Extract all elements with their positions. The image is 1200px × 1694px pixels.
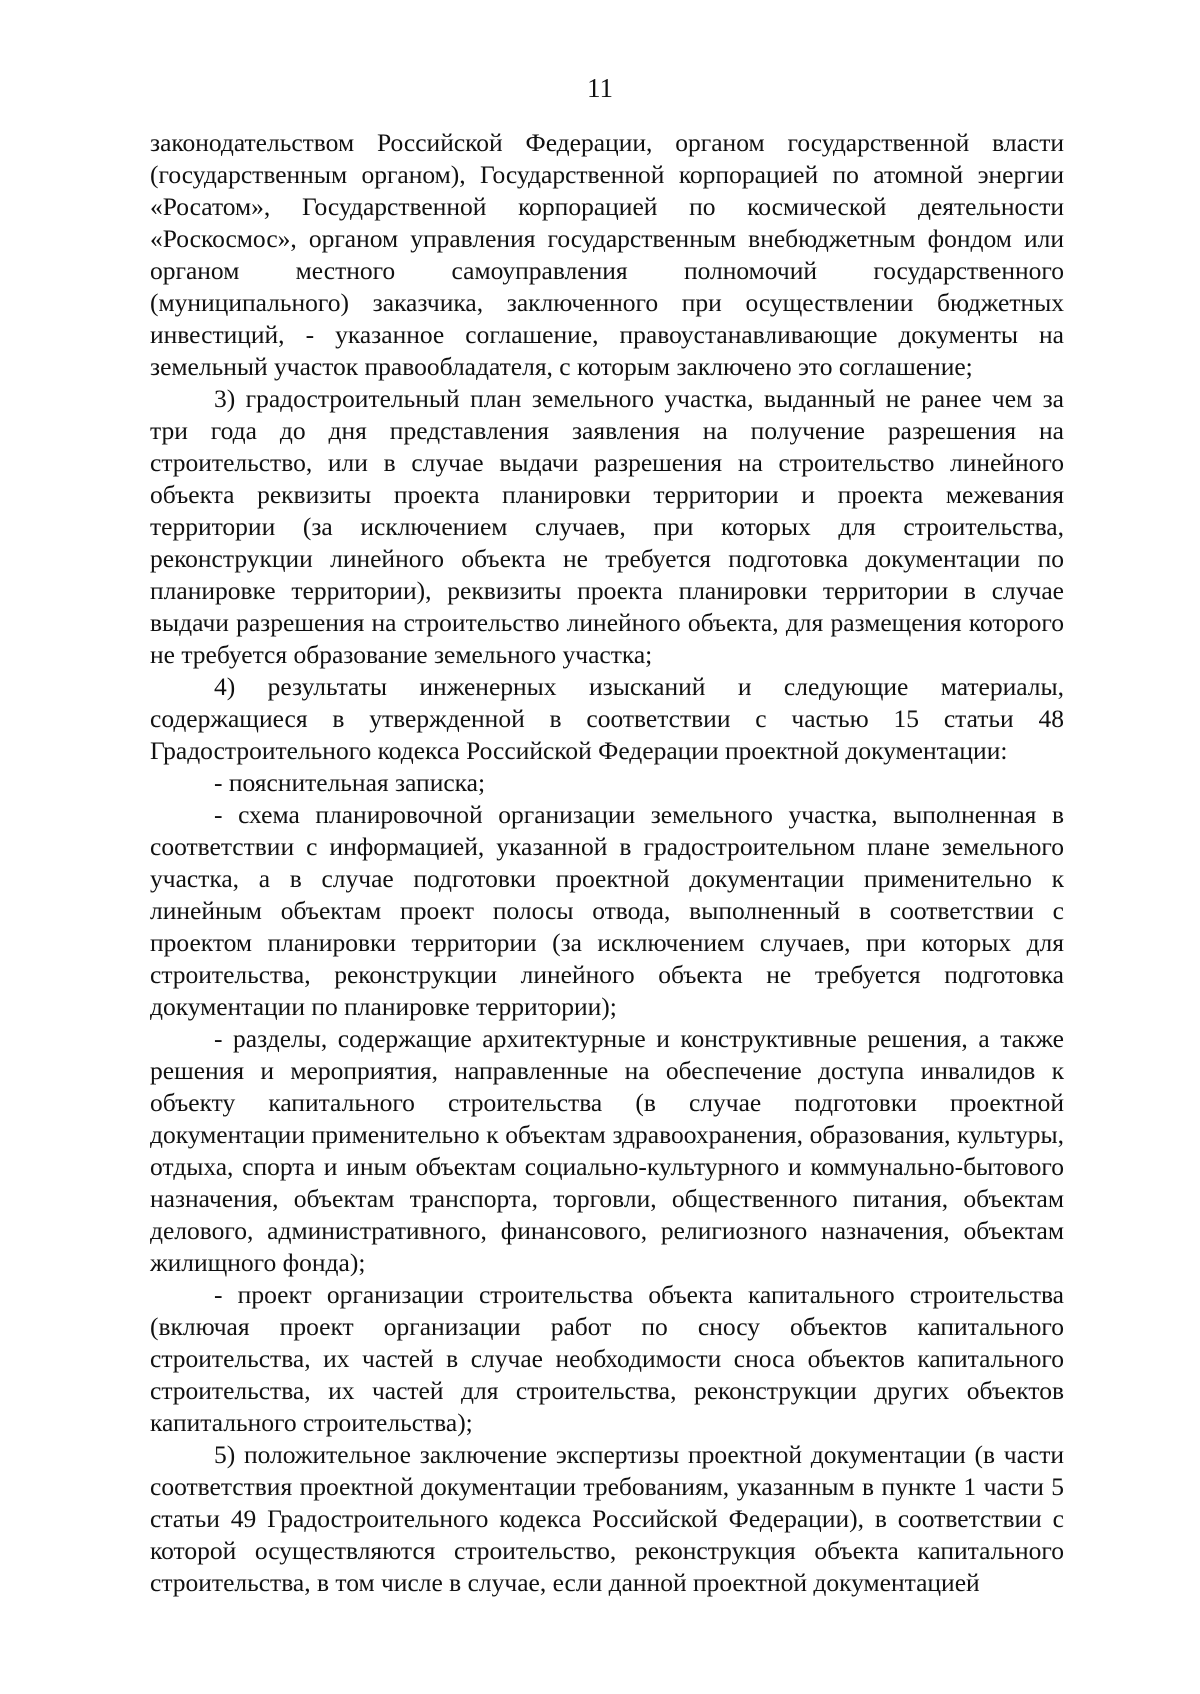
paragraph-item-5: 5) положительное заключение экспертизы проектной документации (в части соответствия проектной документации требованиям, указанным в пункте 1 части 5 статьи 49 Градостроительного кодекса Российской Федерации), в соответствии с которой осуществляются строительство, реконструкция объекта капитального строительства, в том числе в случае, если данной проектной документацией — [150, 1440, 1064, 1597]
list-item-explanatory-note: - пояснительная записка; — [214, 768, 486, 797]
list-item-architectural-sections: - разделы, содержащие архитектурные и конструктивные решения, а также решения и мероприятия, направленные на обеспечение доступа инвалидов к объекту капитального строительства (в случае подготовки проектной документации применительно к объектам здравоохранения, образования, культуры, отдыха, спорта и иным объектам социально-культурного и коммунально-бытового назначения, объектам транспорта, торговли, общественного питания, объектам делового, административного, финансового, религиозного назначения, объектам жилищного фонда); — [150, 1024, 1064, 1277]
list-item-construction-organization: - проект организации строительства объекта капитального строительства (включая проект организации работ по сносу объектов капитального строительства, их частей в случае необходимости сноса объектов капитального строительства, их частей для строительства, реконструкции других объектов капитального строительства); — [150, 1280, 1064, 1437]
document-body — [150, 127, 1064, 1599]
page-number: 11 — [587, 73, 613, 103]
paragraph-item-4: 4) результаты инженерных изысканий и следующие материалы, содержащиеся в утвержденной в соответствии с частью 15 статьи 48 Градостроительного кодекса Российской Федерации проектной документации: — [150, 672, 1064, 765]
list-item-site-plan-scheme: - схема планировочной организации земельного участка, выполненная в соответствии с информацией, указанной в градостроительном плане земельного участка, а в случае подготовки проектной документации применительно к линейным объектам проект полосы отвода, выполненный в соответствии с проектом планировки территории (за исключением случаев, при которых для строительства, реконструкции линейного объекта не требуется подготовка документации по планировке территории); — [150, 800, 1064, 1021]
paragraph-continuation: законодательством Российской Федерации, органом государственной власти (государственным органом), Государственной корпорацией по атомной энергии «Росатом», Государственной корпорацией по космической деятельности «Роскосмос», органом управления государственным внебюджетным фондом или органом местного самоуправления полномочий государственного (муниципального) заказчика, заключенного при осуществлении бюджетных инвестиций, - указанное соглашение, правоустанавливающие документы на земельный участок правообладателя, с которым заключено это соглашение; — [150, 128, 1064, 381]
paragraph-item-3: 3) градостроительный план земельного участка, выданный не ранее чем за три года до дня представления заявления на получение разрешения на строительство, или в случае выдачи разрешения на строительство линейного объекта реквизиты проекта планировки территории и проекта межевания территории (за исключением случаев, при которых для строительства, реконструкции линейного объекта не требуется подготовка документации по планировке территории), реквизиты проекта планировки территории в случае выдачи разрешения на строительство линейного объекта, для размещения которого не требуется образование земельного участка; — [150, 384, 1064, 669]
